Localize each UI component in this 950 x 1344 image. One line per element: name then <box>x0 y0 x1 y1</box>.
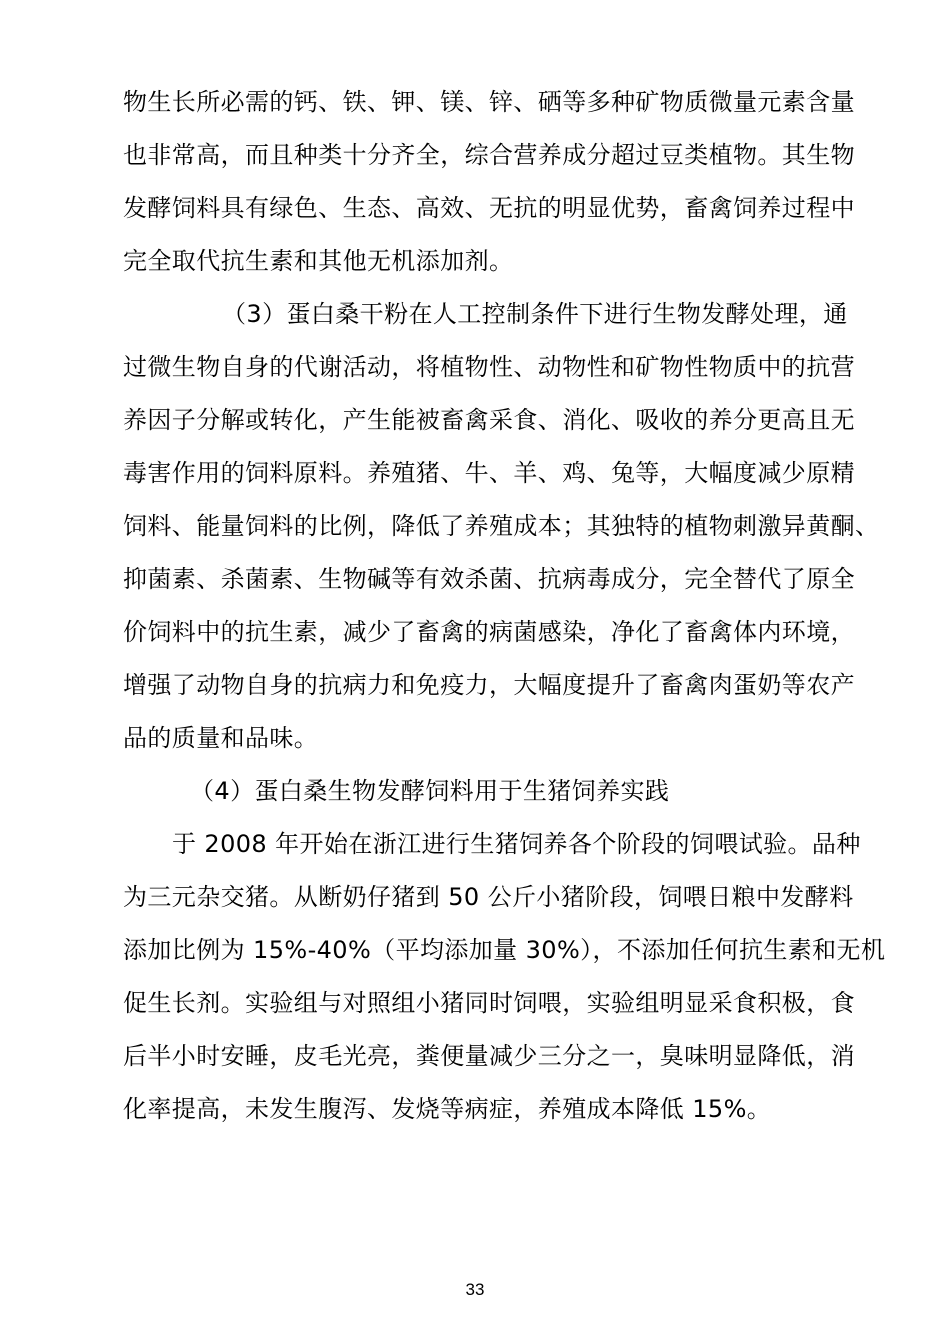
text-line: 饲料、能量饲料的比例，降低了养殖成本；其独特的植物刺激异黄酮、 <box>123 512 880 540</box>
section-heading-3: （3）蛋白桑干粉在人工控制条件下进行生物发酵处理，通 <box>222 300 848 328</box>
text-line: 发酵饲料具有绿色、生态、高效、无抗的明显优势，畜禽饲养过程中 <box>123 194 855 222</box>
text-line: 完全取代抗生素和其他无机添加剂。 <box>123 247 514 275</box>
text-line: 为三元杂交猪。从断奶仔猪到 50 公斤小猪阶段，饲喂日粮中发酵料 <box>123 883 854 911</box>
text-line: 品的质量和品味。 <box>123 724 319 752</box>
text-line: 养因子分解或转化，产生能被畜禽采食、消化、吸收的养分更高且无 <box>123 406 855 434</box>
text-line: 于 2008 年开始在浙江进行生猪饲养各个阶段的饲喂试验。品种 <box>172 830 861 858</box>
page-number: 33 <box>465 1280 485 1299</box>
text-line: 添加比例为 15%-40%（平均添加量 30%），不添加任何抗生素和无机 <box>123 936 886 964</box>
text-line: 过微生物自身的代谢活动，将植物性、动物性和矿物性物质中的抗营 <box>123 353 855 381</box>
text-line: 价饲料中的抗生素，减少了畜禽的病菌感染，净化了畜禽体内环境， <box>123 618 855 646</box>
text-line: 后半小时安睡，皮毛光亮，粪便量减少三分之一，臭味明显降低，消 <box>123 1042 855 1070</box>
text-line: 也非常高，而且种类十分齐全，综合营养成分超过豆类植物。其生物 <box>123 141 855 169</box>
text-line: 增强了动物自身的抗病力和免疫力，大幅度提升了畜禽肉蛋奶等农产 <box>123 671 855 699</box>
text-line: 抑菌素、杀菌素、生物碱等有效杀菌、抗病毒成分，完全替代了原全 <box>123 565 855 593</box>
text-line: 毒害作用的饲料原料。养殖猪、牛、羊、鸡、兔等，大幅度减少原精 <box>123 459 855 487</box>
section-heading-4: （4）蛋白桑生物发酵饲料用于生猪饲养实践 <box>190 777 670 805</box>
text-line: 促生长剂。实验组与对照组小猪同时饲喂，实验组明显采食积极，食 <box>123 989 855 1017</box>
text-line: 物生长所必需的钙、铁、钾、镁、锌、硒等多种矿物质微量元素含量 <box>123 88 855 116</box>
text-line: 化率提高，未发生腹泻、发烧等病症，养殖成本降低 15%。 <box>123 1095 772 1123</box>
